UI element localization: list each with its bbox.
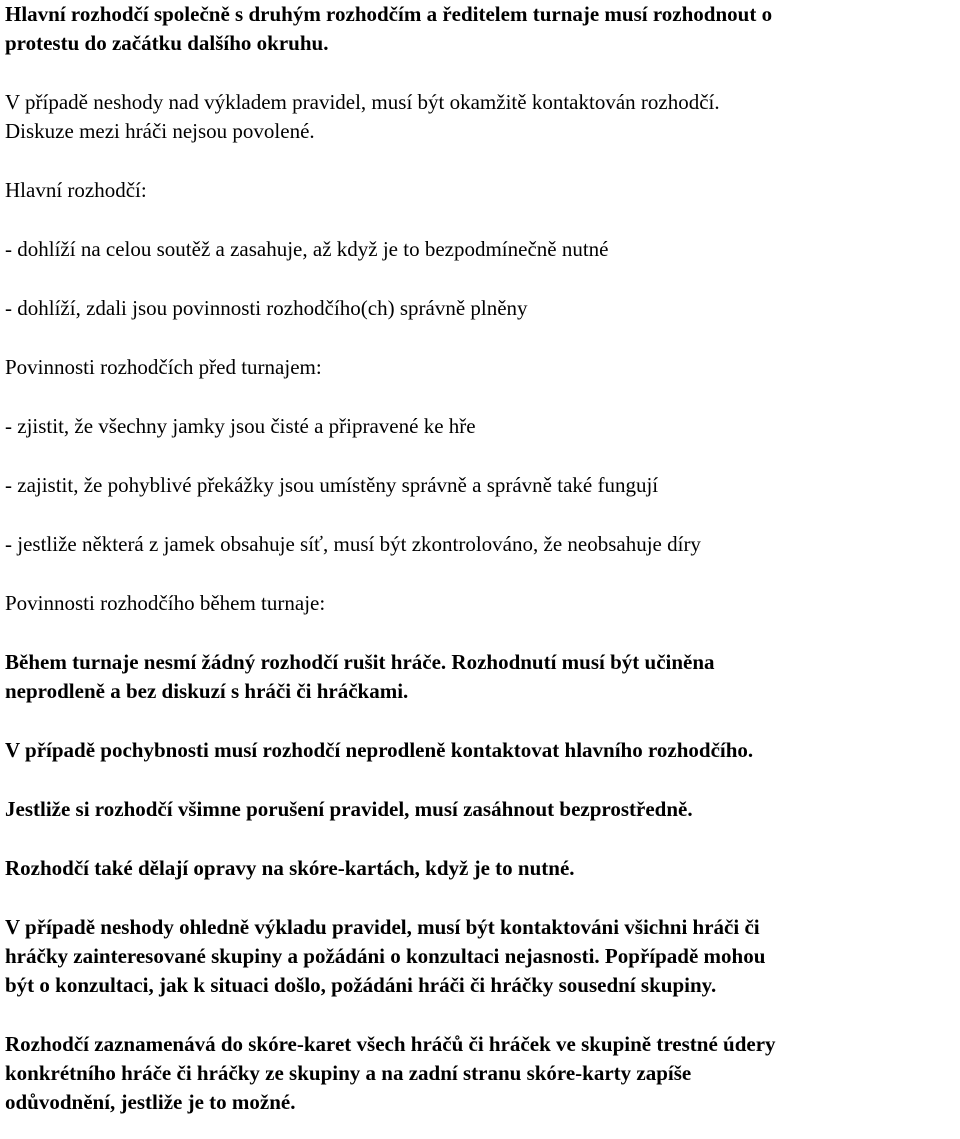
paragraph-line: Během turnaje nesmí žádný rozhodčí rušit hráče. Rozhodnutí musí být učiněna — [5, 650, 715, 674]
paragraph — [5, 412, 954, 441]
paragraph — [5, 294, 954, 323]
paragraph — [5, 530, 954, 559]
paragraph — [5, 235, 954, 264]
paragraph-line: Diskuze mezi hráči nejsou povolené. — [5, 119, 315, 143]
paragraph-gap — [5, 1000, 954, 1030]
paragraph-line: Hlavní rozhodčí společně s druhým rozhodčím a ředitelem turnaje musí rozhodnout o — [5, 2, 773, 26]
paragraph — [5, 913, 954, 1000]
paragraph — [5, 0, 954, 58]
paragraph-gap — [5, 264, 954, 294]
paragraph-line: - jestliže některá z jamek obsahuje síť, musí být zkontrolováno, že neobsahuje díry — [5, 532, 701, 556]
paragraph — [5, 736, 954, 765]
paragraph-gap — [5, 824, 954, 854]
paragraph — [5, 471, 954, 500]
paragraph-line: Rozhodčí také dělají opravy na skóre-kartách, když je to nutné. — [5, 856, 575, 880]
paragraph — [5, 589, 954, 618]
document-body — [5, 0, 954, 1117]
paragraph-line: - zajistit, že pohyblivé překážky jsou umístěny správně a správně také fungují — [5, 473, 659, 497]
paragraph-gap — [5, 441, 954, 471]
paragraph-gap — [5, 146, 954, 176]
paragraph — [5, 648, 954, 706]
paragraph-line: V případě neshody ohledně výkladu pravidel, musí být kontaktováni všichni hráči či — [5, 915, 760, 939]
paragraph-line: neprodleně a bez diskuzí s hráči či hráčkami. — [5, 679, 409, 703]
paragraph-line: Hlavní rozhodčí: — [5, 178, 147, 202]
paragraph — [5, 1030, 954, 1117]
paragraph-gap — [5, 559, 954, 589]
paragraph-line: být o konzultaci, jak k situaci došlo, požádáni hráči či hráčky sousední skupiny. — [5, 973, 717, 997]
paragraph-line: Povinnosti rozhodčího během turnaje: — [5, 591, 326, 615]
paragraph-gap — [5, 765, 954, 795]
paragraph-line: V případě pochybnosti musí rozhodčí neprodleně kontaktovat hlavního rozhodčího. — [5, 738, 754, 762]
paragraph — [5, 88, 954, 146]
paragraph-line: hráčky zainteresované skupiny a požádáni o konzultaci nejasnosti. Popřípadě mohou — [5, 944, 766, 968]
paragraph-gap — [5, 323, 954, 353]
paragraph-line: V případě neshody nad výkladem pravidel, musí být okamžitě kontaktován rozhodčí. — [5, 90, 720, 114]
paragraph — [5, 795, 954, 824]
paragraph-gap — [5, 382, 954, 412]
paragraph-line: Povinnosti rozhodčích před turnajem: — [5, 355, 322, 379]
paragraph-gap — [5, 500, 954, 530]
paragraph-line: konkrétního hráče či hráčky ze skupiny a na zadní stranu skóre-karty zapíše — [5, 1061, 692, 1085]
paragraph-line: odůvodnění, jestliže je to možné. — [5, 1090, 296, 1114]
paragraph — [5, 854, 954, 883]
paragraph-gap — [5, 883, 954, 913]
paragraph — [5, 353, 954, 382]
paragraph-gap — [5, 58, 954, 88]
paragraph-line: - dohlíží, zdali jsou povinnosti rozhodčího(ch) správně plněny — [5, 296, 528, 320]
paragraph-line: - zjistit, že všechny jamky jsou čisté a připravené ke hře — [5, 414, 476, 438]
paragraph-line: Jestliže si rozhodčí všimne porušení pravidel, musí zasáhnout bezprostředně. — [5, 797, 693, 821]
paragraph-line: - dohlíží na celou soutěž a zasahuje, až když je to bezpodmínečně nutné — [5, 237, 609, 261]
paragraph — [5, 176, 954, 205]
paragraph-line: protestu do začátku dalšího okruhu. — [5, 31, 329, 55]
paragraph-line: Rozhodčí zaznamenává do skóre-karet všech hráčů či hráček ve skupině trestné údery — [5, 1032, 776, 1056]
paragraph-gap — [5, 205, 954, 235]
paragraph-gap — [5, 706, 954, 736]
paragraph-gap — [5, 618, 954, 648]
